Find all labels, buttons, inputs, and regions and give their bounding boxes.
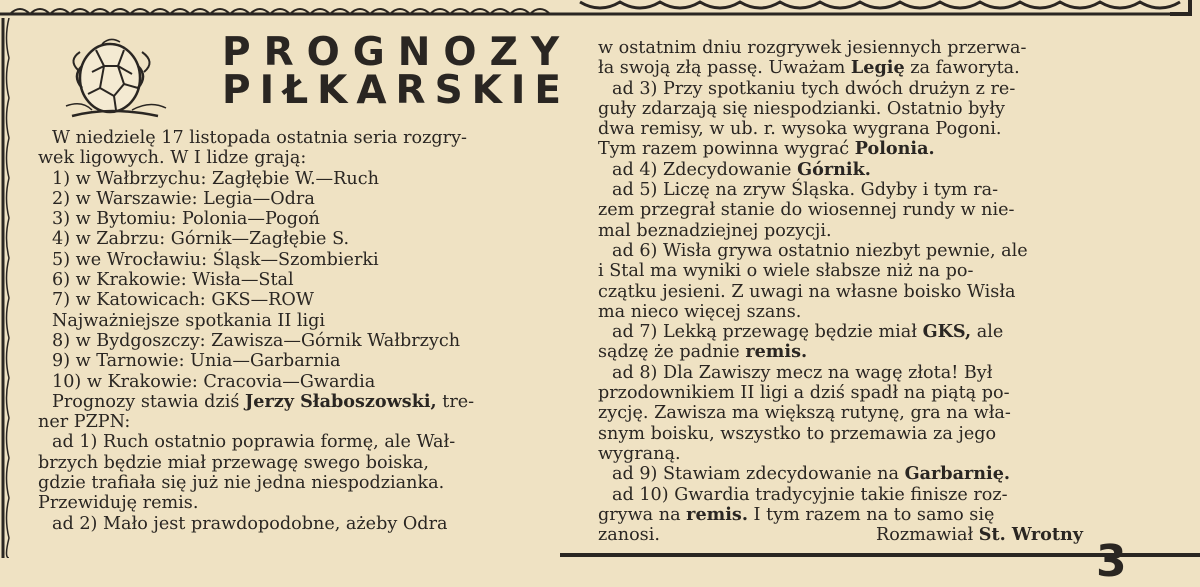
ad3-line: guły zdarzają się niespodzianki. Ostatnio były [598,98,1005,119]
left-column [38,128,566,534]
ad8-line: przodownikiem II ligi a dziś spadł na piątą po- [598,383,1010,404]
ad10-line [598,505,1130,525]
ad8-line: snym boisku, wszystko to przemawia za jego [598,423,997,444]
ad5-line: zem przegrał stanie do wiosennej rundy w nie- [598,200,1015,221]
fixture-item: 2) w Warszawie: Legia—Odra [52,188,315,209]
ad8-line: wygraną. [598,443,681,464]
ad4-line [598,160,1130,180]
fixture-item: 6) w Krakowie: Wisła—Stal [52,270,294,291]
team-highlight: Garbarnię. [904,463,1011,485]
text-span: ła swoją złą passę. Uważam [598,58,851,79]
right-column [598,38,1130,545]
ad2-line [598,58,1130,78]
team-highlight: Polonia. [854,138,935,160]
text-span: tre- [436,391,475,412]
text-span: sądzę że padnie [598,342,746,363]
text-span: za faworyta. [904,58,1020,79]
page-number: 3 [1096,536,1127,587]
result-highlight: remis. [745,341,808,363]
headline-line-2: PIŁKARSKIE [222,68,571,113]
ad2-line: w ostatnim dniu rozgrywek jesiennych przerwa- [598,38,1027,58]
ad8-line: zycję. Zawisza ma większą rutynę, gra na wła- [598,403,1011,424]
ad6-line: i Stal ma wyniki o wiele słabsze niż na po- [598,261,974,282]
text-span: ad 4) Zdecydowanie [612,159,798,180]
text-span: ad 7) Lekką przewagę będzie miał [612,322,923,343]
result-highlight: remis. [686,503,748,525]
ad1-line: brzych będzie miał przewagę swego boiska, [38,452,429,473]
text-span: ad 9) Stawiam zdecydowanie na [612,464,905,485]
text-span: grywa na [598,504,687,525]
league2-heading: Najważniejsze spotkania II ligi [52,310,326,331]
fixture-item: 9) w Tarnowie: Unia—Garbarnia [52,351,341,372]
forecaster-line: ner PZPN: [38,412,131,433]
fixture-item: 7) w Katowicach: GKS—ROW [52,290,314,311]
ad1-line: Przewiduję remis. [38,493,199,514]
ad6-line: ma nieco więcej szans. [598,301,802,322]
text-span: zanosi. [598,525,660,546]
fixture-item: 10) w Krakowie: Cracovia—Gwardia [52,371,376,392]
left-border-rule [0,18,12,558]
ad10-line [598,525,1130,545]
ad7-line [598,322,1130,342]
team-highlight: Górnik. [797,158,871,180]
ad5-line: mal beznadziejnej pozycji. [598,220,832,241]
text-span: Prognozy stawia dziś [52,391,245,412]
ad3-line: dwa remisy, w ub. r. wysoka wygrana Pogoni. [598,119,1002,140]
ad9-line [598,464,1130,484]
ad1-line: ad 1) Ruch ostatnio poprawia formę, ale Wał- [52,432,456,453]
text-span: I tym razem na to samo się [747,504,995,525]
ad6-line: ad 6) Wisła grywa ostatnio niezbyt pewnie, ale [612,240,1028,261]
fixture-item: 5) we Wrocławiu: Śląsk—Szombierki [52,249,379,270]
text-span: Tym razem powinna wygrać [598,139,855,160]
ad6-line: czątku jesieni. Z uwagi na własne boisko Wisła [598,281,1016,302]
ad3-line [598,139,1130,159]
author-name: St. Wrotny [978,524,1083,546]
fixture-item: 4) w Zabrzu: Górnik—Zagłębie S. [52,229,350,250]
fixture-item: 3) w Bytomiu: Polonia—Pogoń [52,209,320,230]
headline-line-1: PROGNOZY [222,30,573,75]
ad7-line [598,342,1130,362]
intro-line: wek ligowych. W I lidze grają: [38,148,307,169]
fixture-item: 8) w Bydgoszczy: Zawisza—Górnik Wałbrzych [52,330,461,351]
intro-line: W niedzielę 17 listopada ostatnia seria rozgry- [52,128,467,148]
football-head-icon [62,22,212,118]
ad5-line: ad 5) Liczę na zryw Śląska. Gdyby i tym ra- [612,180,999,201]
team-highlight: Legię [850,57,905,79]
forecaster-line [38,392,566,412]
fixture-item: 1) w Wałbrzychu: Zagłębie W.—Ruch [52,168,379,189]
text-span: ale [971,322,1004,343]
byline [876,525,1083,545]
text-span: Rozmawiał [876,525,979,546]
team-highlight: GKS, [922,321,972,343]
ad8-line: ad 8) Dla Zawiszy mecz na wagę złota! Był [612,362,993,383]
ad1-line: gdzie trafiała się już nie jedna niespodzianka. [38,473,445,494]
forecaster-name: Jerzy Słaboszowski, [244,390,437,412]
ad2-line: ad 2) Mało jest prawdopodobne, ażeby Odra [52,513,448,534]
ad10-line: ad 10) Gwardia tradycyjnie takie finisze roz- [612,484,1008,505]
ad3-line: ad 3) Przy spotkaniu tych dwóch drużyn z re- [612,78,1016,99]
